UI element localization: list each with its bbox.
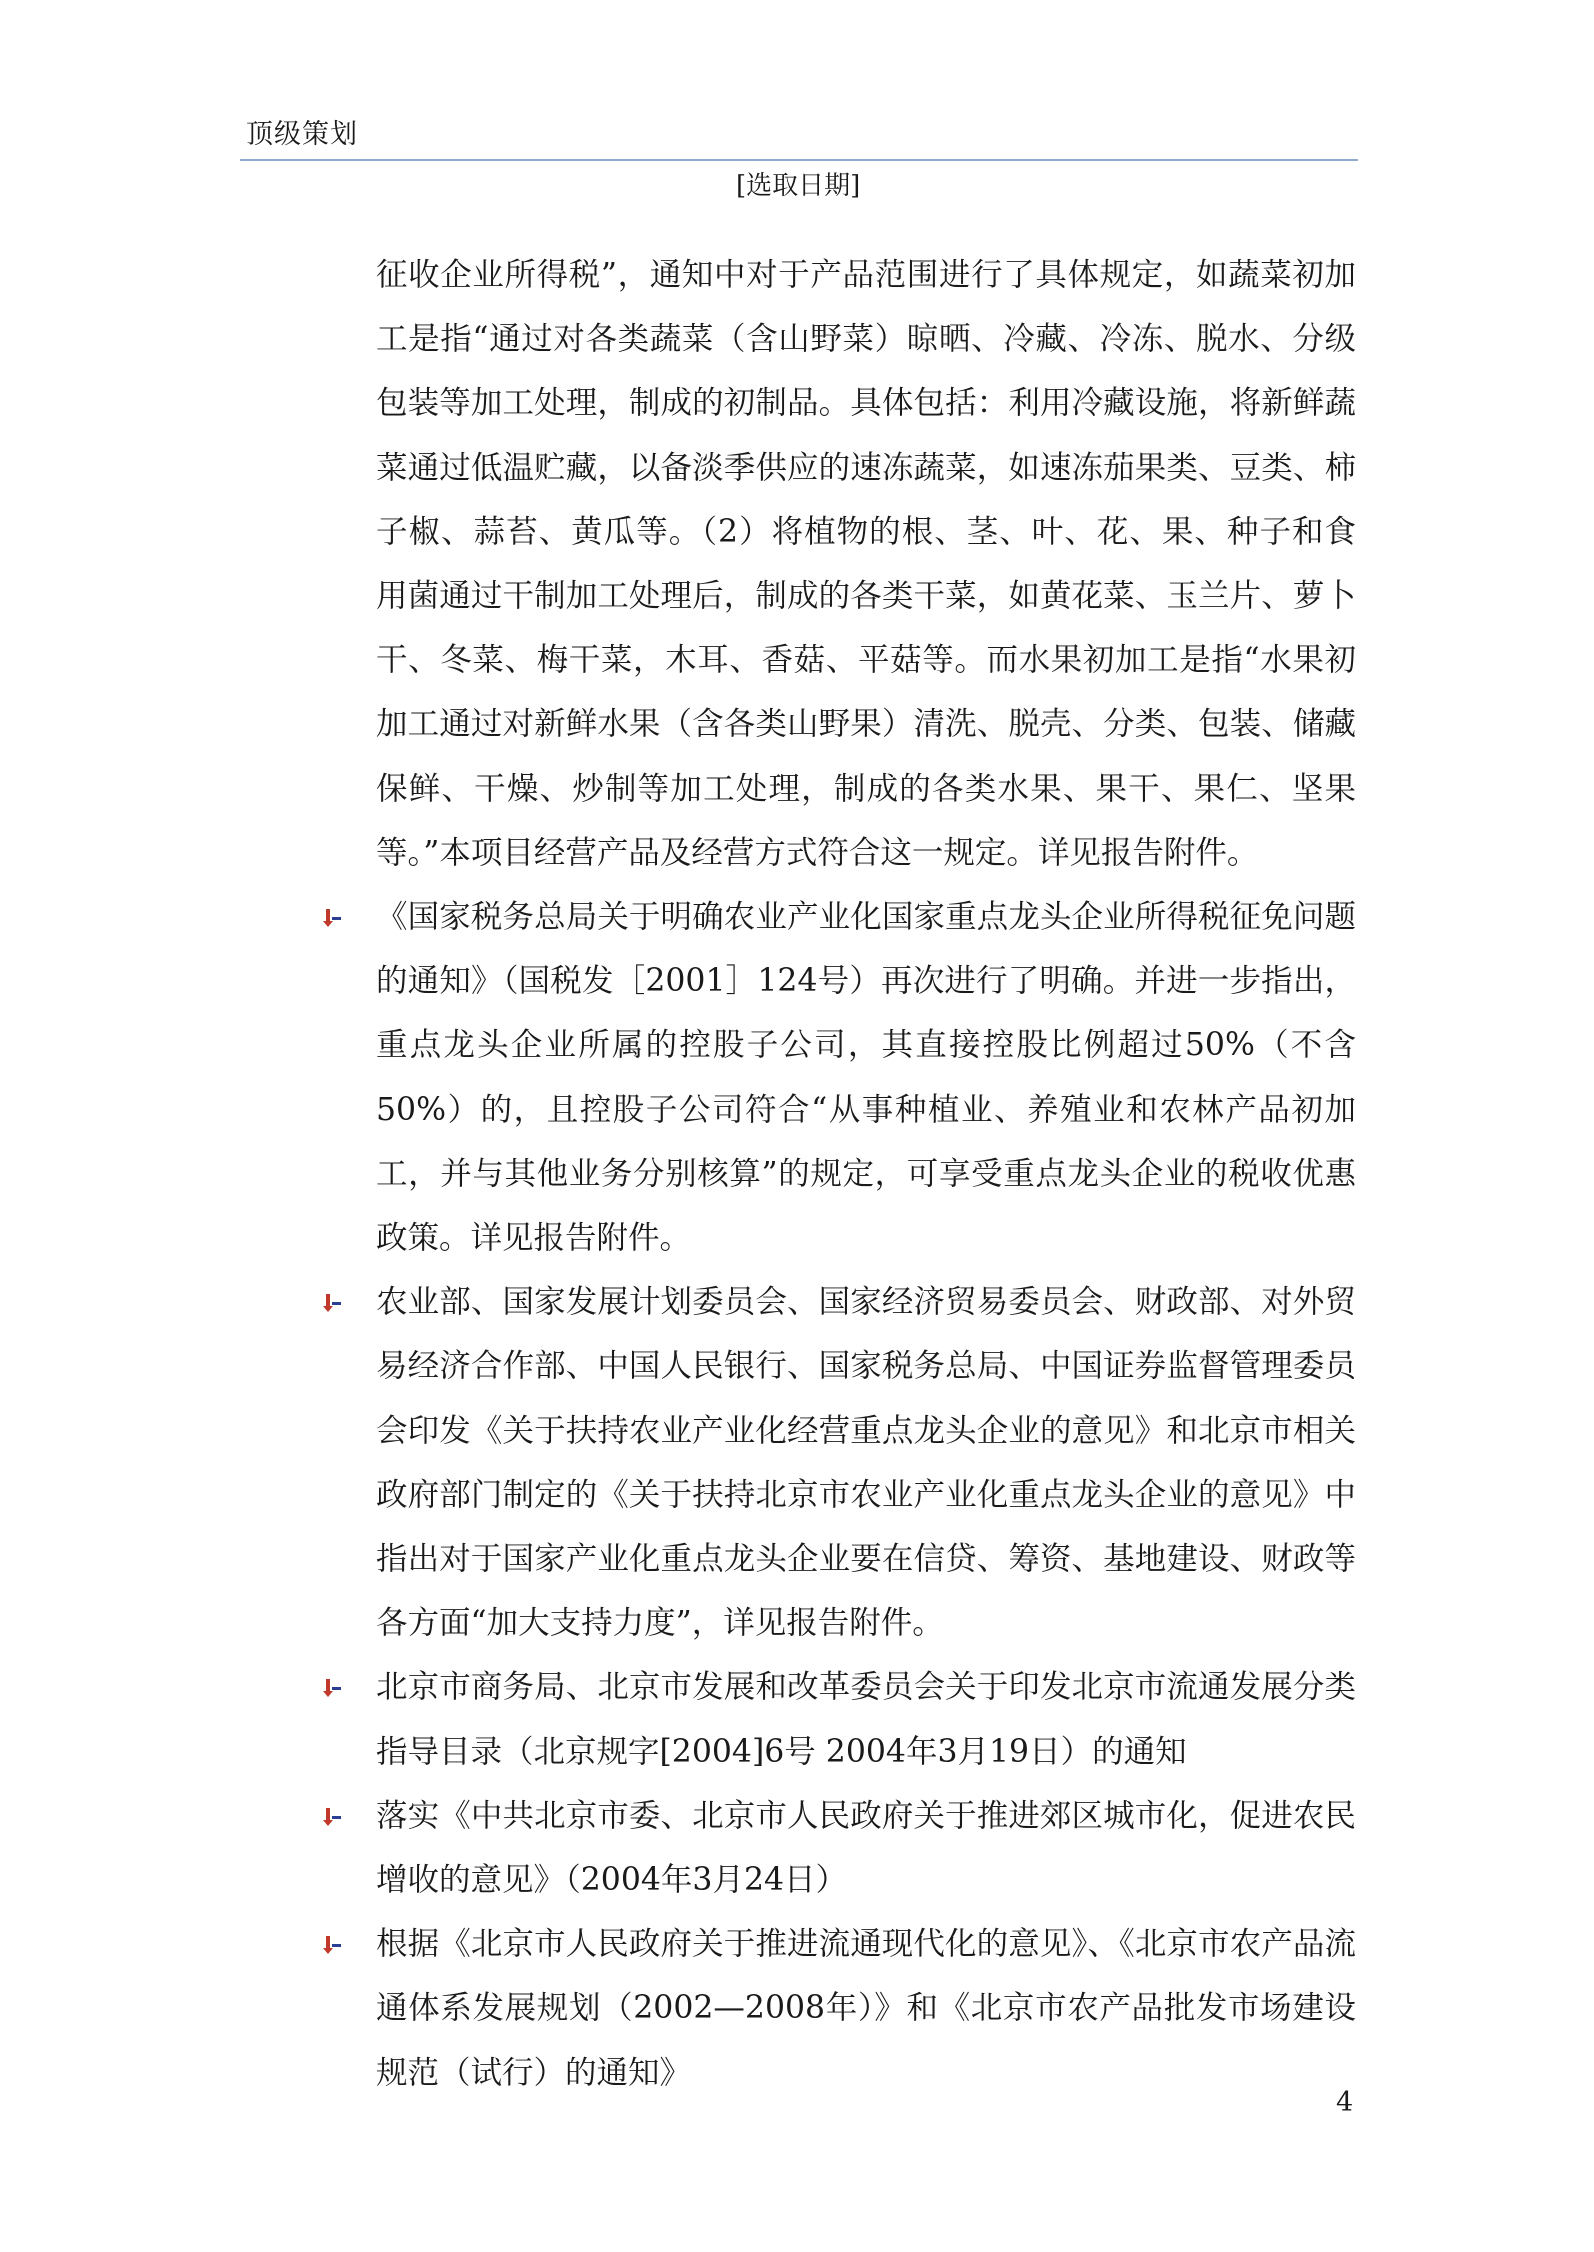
- bullet-item-5: [376, 1912, 1356, 2105]
- bullet-text: 《国家税务总局关于明确农业产业化国家重点龙头企业所得税征免问题的通知》（国税发［2001］124号）再次进行了明确。并进一步指出，重点龙头企业所属的控股子公司，其直接控股比例超过50%（不含50%）的，且控股子公司符合“从事种植业、养殖业和农林产品初加工，并与其他业务分别核算”的规定，可享受重点龙头企业的税收优惠政策。详见报告附件。: [376, 899, 1356, 1257]
- bullet-item-4: [376, 1784, 1356, 1912]
- arrow-bullet-icon: [320, 1934, 342, 1956]
- bullet-item-3: [376, 1655, 1356, 1783]
- bullet-item-2: [376, 1270, 1356, 1655]
- document-body: [376, 243, 1356, 2105]
- bullet-item-1: [376, 885, 1356, 1270]
- arrow-bullet-icon: [320, 1677, 342, 1699]
- page-number: 4: [1336, 2087, 1354, 2118]
- bullet-text: 根据《北京市人民政府关于推进流通现代化的意见》、《北京市农产品流通体系发展规划（2002—2008年）》和《北京市农产品批发市场建设规范（试行）的通知》: [376, 1926, 1356, 2091]
- arrow-bullet-icon: [320, 907, 342, 929]
- intro-paragraph: 征收企业所得税”，通知中对于产品范围进行了具体规定，如蔬菜初加工是指“通过对各类蔬菜（含山野菜）晾晒、冷藏、冷冻、脱水、分级包装等加工处理，制成的初制品。具体包括：利用冷藏设施，将新鲜蔬菜通过低温贮藏，以备淡季供应的速冻蔬菜，如速冻茄果类、豆类、柿子椒、蒜苔、黄瓜等。（2）将植物的根、茎、叶、花、果、种子和食用菌通过干制加工处理后，制成的各类干菜，如黄花菜、玉兰片、萝卜干、冬菜、梅干菜，木耳、香菇、平菇等。而水果初加工是指“水果初加工通过对新鲜水果（含各类山野果）清洗、脱壳、分类、包装、储藏保鲜、干燥、炒制等加工处理，制成的各类水果、果干、果仁、坚果等。”本项目经营产品及经营方式符合这一规定。详见报告附件。: [376, 257, 1356, 871]
- bullet-text: 北京市商务局、北京市发展和改革委员会关于印发北京市流通发展分类指导目录（北京规字[2004]6号 2004年3月19日）的通知: [376, 1669, 1356, 1770]
- bullet-text: 农业部、国家发展计划委员会、国家经济贸易委员会、财政部、对外贸易经济合作部、中国人民银行、国家税务总局、中国证券监督管理委员会印发《关于扶持农业产业化经营重点龙头企业的意见》和北京市相关政府部门制定的《关于扶持北京市农业产业化重点龙头企业的意见》中指出对于国家产业化重点龙头企业要在信贷、筹资、基地建设、财政等各方面“加大支持力度”，详见报告附件。: [376, 1284, 1356, 1642]
- header-date-placeholder[interactable]: [选取日期]: [736, 171, 861, 201]
- header-title: 顶级策划: [246, 119, 358, 150]
- arrow-bullet-icon: [320, 1806, 342, 1828]
- arrow-bullet-icon: [320, 1292, 342, 1314]
- bullet-text: 落实《中共北京市委、北京市人民政府关于推进郊区城市化，促进农民增收的意见》（2004年3月24日）: [376, 1797, 1356, 1899]
- header-rule: [240, 159, 1358, 161]
